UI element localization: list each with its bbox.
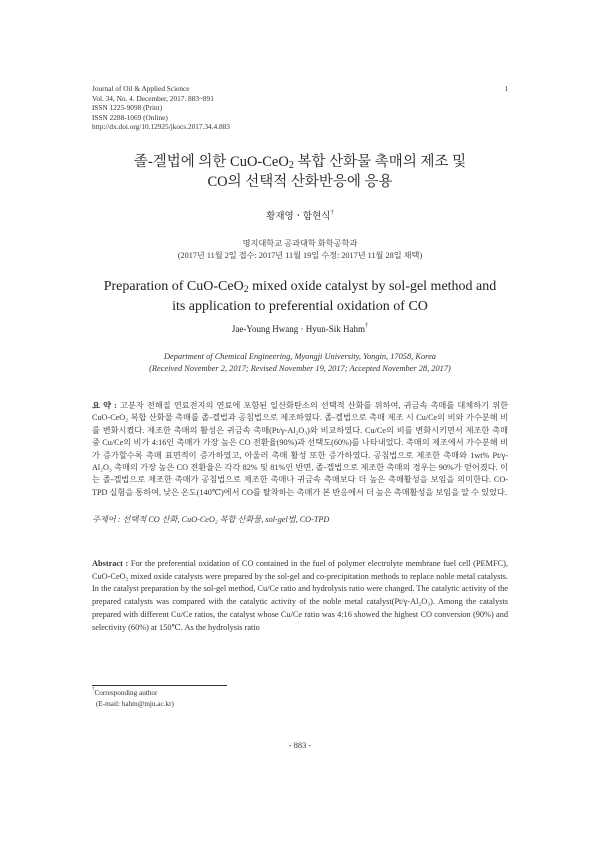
english-affiliation-block: [70, 351, 530, 374]
english-title-line2: its application to preferential oxidation of CO: [172, 299, 428, 314]
english-author-mark: †: [364, 322, 369, 329]
korean-abstract: [92, 400, 508, 499]
journal-volume: Vol. 34, No. 4. December, 2017. 883~891: [92, 93, 214, 103]
english-title-subscript: 2: [243, 284, 249, 295]
english-abstract-label: Abstract :: [92, 559, 129, 568]
footnote: [92, 688, 174, 709]
korean-title-line2: CO의 선택적 산화반응에 응용: [207, 174, 393, 190]
english-abstract: [92, 558, 508, 634]
korean-author-names: 황재영ㆍ함현식: [266, 212, 331, 222]
english-abstract-text: For the preferential oxidation of CO contained in the fuel of polymer electrolyte membrane fuel cell (PEMFC), CuO-CeO₂ mixed oxide catalysts were prepared by the sol-gel and co-precipitation methods to replace noble metal catalysts. In the catalyst preparation by the sol-gel method, Cu/Ce ratio and hydrolysis ratio were changed. The catalytic activity of the prepared catalysts was compared with the catalytic activity of the noble metal catalyst(Pt/γ-Al₂O₃). Among the catalysts prepared with different Cu/Ce ratios, the catalyst whose Cu/Ce ratio was 4:16 showed the highest CO conversion (90%) and selectivity (60%) at 150℃. As the hydrolysis ratio: [92, 559, 508, 632]
header-page-number: 1: [504, 84, 508, 93]
footer-page-number: - 883 -: [288, 740, 312, 750]
issn-online: ISSN 2288-1069 (Online): [92, 112, 168, 122]
korean-abstract-label: 요 약 :: [92, 401, 117, 410]
english-title-line1-pre: Preparation of CuO-CeO: [103, 279, 244, 294]
journal-name: Journal of Oil & Applied Science: [92, 84, 190, 93]
korean-authors: [70, 208, 530, 222]
korean-dates: (2017년 11월 2일 접수: 2017년 11월 19일 수정: 2017년 11월 28일 채택): [177, 251, 423, 260]
issn-print: ISSN 1225-9098 (Print): [92, 103, 163, 113]
korean-author-mark: †: [330, 209, 334, 216]
english-dates: (Received November 2, 2017; Revised November 19, 2017; Accepted November 28, 2017): [149, 363, 451, 373]
english-title: [70, 277, 530, 317]
english-affiliation: Department of Chemical Engineering, Myongji University, Yongin, 17058, Korea: [163, 352, 436, 361]
korean-keywords: 주제어 : 선택적 CO 산화, CuO-CeO₂ 복합 산화물, sol-gel법, CO-TPD: [92, 515, 330, 524]
journal-header: [92, 84, 230, 132]
korean-title-line1-pre: 졸-겔법에 의한 CuO-CeO: [133, 154, 289, 170]
korean-affiliation: 명지대학교 공과대학 화학공학과: [242, 239, 358, 248]
doi-link[interactable]: http://dx.doi.org/10.12925/jkocs.2017.34.4.883: [92, 122, 230, 132]
footnote-email[interactable]: (E-mail: hahm@mju.ac.kr): [96, 699, 174, 708]
english-author-names: Jae-Young Hwang · Hyun-Sik Hahm: [231, 324, 365, 334]
footnote-mark: †: [92, 687, 95, 692]
korean-affiliation-block: [70, 238, 530, 262]
korean-abstract-text: 고분자 전해질 연료전지의 연료에 포함된 일산화탄소의 선택적 산화를 위하여, 귀금속 촉매를 대체하기 위한 CuO-CeO₂ 복합 산화물 촉매를 졸-겔법과 공침법으로 제조하였다. 졸-겔법으로 촉매 제조 시 Cu/Ce의 비와 가수분해 비를 변화시켰다. 제조한 촉매의 활성은 귀금속 촉매(Pt/γ-Al₂O₃)와 비교하였다. Cu/Ce의 비를 변화시키면서 제조한 촉매 중 Cu/Ce의 비가 4:16인 촉매가 가장 높은 CO 전환율(90%)과 선택도(60%)를 나타내었다. 촉매의 제조에서 가수분해 비가 증가할수록 촉매 표면적이 증가하였고, 아울러 촉매 활성 또한 증가하였다. 공침법으로 제조한 촉매와 1wt% Pt/γ-Al₂O₃ 촉매의 가장 높은 CO 전환율은 각각 82% 및 81%인 반면, 졸-겔법으로 제조한 촉매의 경우는 90%가 얻어졌다. 이는 졸-겔법으로 제조한 촉매가 공침법으로 제조한 촉매나 귀금속 촉매보다 더 높은 촉매활성을 보임을 의미한다. CO-TPD 실험을 통하여, 낮은 온도(140℃)에서 CO를 탈착하는 촉매가 본 반응에서 더 높은 촉매활성을 보임을 알 수 있었다.: [92, 401, 509, 497]
korean-title: [70, 152, 530, 192]
footnote-corresponding: Corresponding author: [94, 689, 158, 697]
korean-title-line1-post: 복합 산화물 촉매의 제조 및: [293, 154, 467, 170]
korean-title-subscript: 2: [288, 160, 294, 171]
english-title-line1-post: mixed oxide catalyst by sol-gel method and: [248, 279, 497, 294]
footnote-divider: [92, 685, 227, 686]
english-authors: [70, 324, 530, 334]
